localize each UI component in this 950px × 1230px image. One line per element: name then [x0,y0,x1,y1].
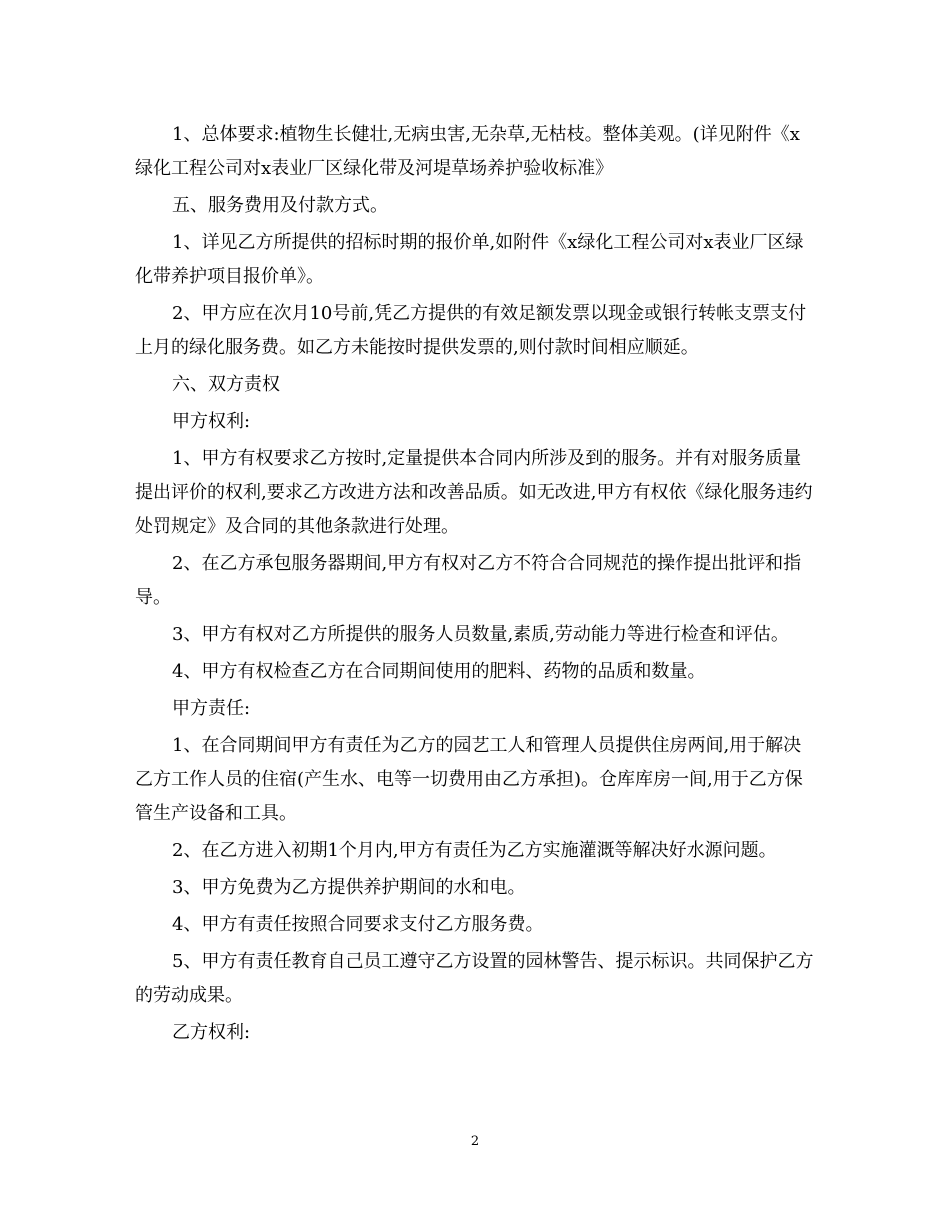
page-number: 2 [470,1134,480,1149]
paragraph-payment: 2、甲方应在次月10号前,凭乙方提供的有效足额发票以现金或银行转帐支票支付上月的绿化服务费。如乙方未能按时提供发票的,则付款时间相应顺延。 [135,303,807,358]
heading-party-a-rights: 甲方权利: [172,411,251,432]
paragraph-party-a-duty-1: 1、在合同期间甲方有责任为乙方的园艺工人和管理人员提供住房两间,用于解决乙方工作人员的住宿(产生水、电等一切费用由乙方承担)。仓库库房一间,用于乙方保管生产设备和工具。 [135,735,803,824]
heading-service-fees: 五、服务费用及付款方式。 [172,195,388,216]
heading-party-b-rights: 乙方权利: [172,1022,251,1043]
paragraph-quotation: 1、详见乙方所提供的招标时期的报价单,如附件《x绿化工程公司对x表业厂区绿化带养护项目报价单》。 [135,232,804,287]
paragraph-party-a-right-1: 1、甲方有权要求乙方按时,定量提供本合同内所涉及到的服务。并有对服务质量提出评价的权利,要求乙方改进方法和改善品质。如无改进,甲方有权依《绿化服务违约处罚规定》及合同的其他条款进行处理。 [135,448,813,537]
paragraph-general-requirements: 1、总体要求:植物生长健壮,无病虫害,无杂草,无枯枝。整体美观。(详见附件《x绿化工程公司对x表业厂区绿化带及河堤草场养护验收标准》 [135,124,800,179]
paragraph-party-a-duty-3: 3、甲方免费为乙方提供养护期间的水和电。 [172,877,526,898]
heading-party-a-duties: 甲方责任: [172,698,251,719]
paragraph-party-a-duty-5: 5、甲方有责任教育自己员工遵守乙方设置的园林警告、提示标识。共同保护乙方的劳动成果。 [135,951,814,1006]
heading-rights-responsibilities: 六、双方责权 [172,374,280,395]
paragraph-party-a-right-4: 4、甲方有权检查乙方在合同期间使用的肥料、药物的品质和数量。 [172,661,706,682]
document-body [135,118,815,1053]
paragraph-party-a-duty-4: 4、甲方有责任按照合同要求支付乙方服务费。 [172,914,544,935]
paragraph-party-a-right-2: 2、在乙方承包服务器期间,甲方有权对乙方不符合合同规范的操作提出批评和指导。 [135,553,802,608]
paragraph-party-a-right-3: 3、甲方有权对乙方所提供的服务人员数量,素质,劳动能力等进行检查和评估。 [172,624,789,645]
paragraph-party-a-duty-2: 2、在乙方进入初期1个月内,甲方有责任为乙方实施灌溉等解决好水源问题。 [172,840,777,861]
